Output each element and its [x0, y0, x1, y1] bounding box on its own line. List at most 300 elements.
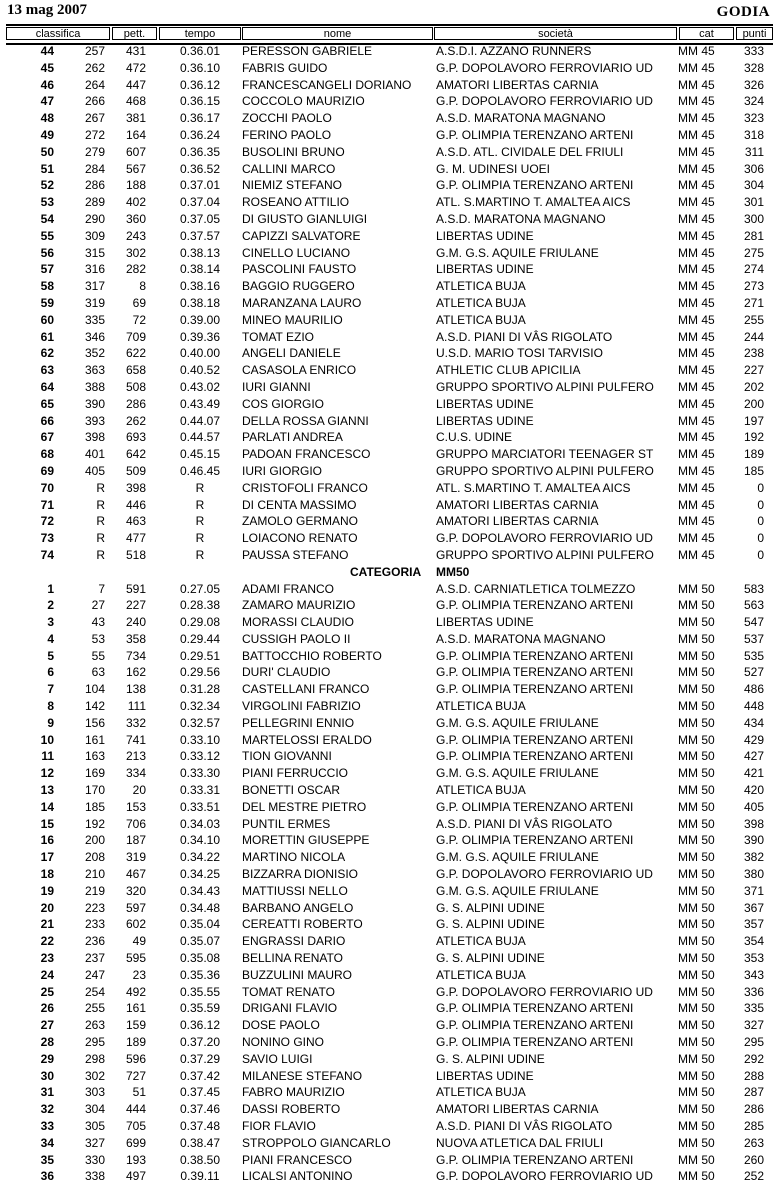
bib-cell: 243: [125, 228, 146, 243]
category-cell: MM 50: [678, 749, 715, 764]
overall-cell: 142: [84, 699, 105, 714]
rank-cell: 6: [47, 665, 54, 680]
time-cell: 0.37.29: [179, 1051, 221, 1066]
club-cell: G.P. OLIMPIA TERENZANO ARTENI: [436, 598, 634, 613]
name-cell: FABRO MAURIZIO: [242, 1085, 345, 1100]
club-cell: G. S. ALPINI UDINE: [436, 951, 545, 966]
table-row: [0, 480, 779, 497]
points-cell: 271: [743, 295, 764, 310]
club-cell: A.S.D. MARATONA MAGNANO: [436, 111, 606, 126]
club-cell: AMATORI LIBERTAS CARNIA: [436, 497, 599, 512]
rank-cell: 33: [40, 1119, 54, 1133]
club-cell: G.P. OLIMPIA TERENZANO ARTENI: [436, 732, 634, 747]
table-row: [0, 194, 779, 211]
time-cell: 0.38.13: [179, 245, 221, 260]
time-cell: 0.33.30: [179, 766, 221, 781]
category-cell: MM 45: [678, 312, 715, 327]
table-row: [0, 883, 779, 900]
category-cell: MM 50: [678, 1001, 715, 1016]
category-cell: MM 45: [678, 127, 715, 142]
club-cell: G.P. OLIMPIA TERENZANO ARTENI: [436, 648, 634, 663]
table-row: [0, 648, 779, 665]
rank-cell: 63: [40, 363, 54, 378]
bib-cell: 188: [125, 178, 146, 193]
name-cell: CASASOLA ENRICO: [242, 363, 357, 378]
col-header-societa: società: [434, 27, 677, 40]
rank-cell: 24: [40, 967, 54, 982]
name-cell: MARTINO NICOLA: [242, 850, 346, 865]
name-cell: MARTELOSSI ERALDO: [242, 732, 372, 747]
club-cell: ATL. S.MARTINO T. AMALTEA AICS: [436, 195, 631, 210]
club-cell: G.P. OLIMPIA TERENZANO ARTENI: [436, 127, 634, 142]
bib-cell: 468: [125, 94, 146, 109]
points-cell: 353: [743, 951, 764, 966]
overall-cell: 272: [84, 127, 105, 142]
overall-cell: 309: [84, 228, 105, 243]
rank-cell: 26: [40, 1001, 54, 1016]
bib-cell: 360: [125, 211, 146, 226]
club-cell: AMATORI LIBERTAS CARNIA: [436, 1102, 599, 1117]
rank-cell: 46: [40, 77, 54, 92]
overall-cell: 393: [84, 413, 105, 428]
overall-cell: 63: [91, 665, 105, 680]
overall-cell: 305: [84, 1119, 105, 1133]
points-cell: 398: [743, 816, 764, 831]
club-cell: ATL. S.MARTINO T. AMALTEA AICS: [436, 480, 631, 495]
table-row: [0, 681, 779, 698]
rank-cell: 36: [40, 1169, 54, 1184]
points-cell: 273: [743, 279, 764, 294]
points-cell: 252: [743, 1169, 764, 1184]
overall-cell: 219: [84, 883, 105, 898]
club-cell: G.P. OLIMPIA TERENZANO ARTENI: [436, 749, 634, 764]
points-cell: 0: [757, 531, 764, 546]
name-cell: ZOCCHI PAOLO: [242, 111, 332, 126]
club-cell: G.P. OLIMPIA TERENZANO ARTENI: [436, 682, 634, 697]
table-row: [0, 93, 779, 110]
club-cell: G.P. DOPOLAVORO FERROVIARIO UD: [436, 94, 653, 109]
points-cell: 335: [743, 1001, 764, 1016]
bib-cell: 153: [125, 799, 146, 814]
club-cell: ATLETICA BUJA: [436, 783, 526, 798]
points-cell: 547: [743, 615, 764, 630]
category-cell: MM 50: [678, 951, 715, 966]
time-cell: 0.37.42: [179, 1068, 221, 1083]
table-row: [0, 530, 779, 547]
bib-cell: 446: [125, 497, 146, 512]
overall-cell: 335: [84, 312, 105, 327]
points-cell: 486: [743, 682, 764, 697]
table-row: [0, 782, 779, 799]
points-cell: 343: [743, 967, 764, 982]
overall-cell: R: [96, 497, 105, 512]
name-cell: DRIGANI FLAVIO: [242, 1001, 338, 1016]
bib-cell: 518: [125, 547, 146, 562]
name-cell: CASTELLANI FRANCO: [242, 682, 370, 697]
category-cell: MM 50: [678, 1051, 715, 1066]
overall-cell: 170: [84, 783, 105, 798]
time-cell: 0.37.20: [179, 1035, 221, 1050]
name-cell: MATTIUSSI NELLO: [242, 883, 348, 898]
points-cell: 535: [743, 648, 764, 663]
bib-cell: 467: [125, 867, 146, 882]
table-row: [0, 547, 779, 564]
name-cell: DI CENTA MASSIMO: [242, 497, 357, 512]
overall-cell: 298: [84, 1051, 105, 1066]
rank-cell: 15: [40, 816, 54, 831]
rank-cell: 50: [40, 144, 54, 159]
club-cell: GRUPPO SPORTIVO ALPINI PULFERO: [436, 547, 654, 562]
time-cell: 0.39.00: [179, 312, 221, 327]
name-cell: DURI' CLAUDIO: [242, 665, 331, 680]
overall-cell: 236: [84, 934, 105, 949]
category-cell: MM 45: [678, 413, 715, 428]
table-row: [0, 816, 779, 833]
table-row: [0, 732, 779, 749]
name-cell: PELLEGRINI ENNIO: [242, 715, 355, 730]
name-cell: PIANI FERRUCCIO: [242, 766, 349, 781]
overall-cell: 208: [84, 850, 105, 865]
time-cell: 0.34.48: [179, 900, 221, 915]
overall-cell: R: [96, 514, 105, 529]
category-cell: MM 45: [678, 111, 715, 126]
points-cell: 0: [757, 514, 764, 529]
name-cell: TOMAT RENATO: [242, 984, 335, 999]
category-cell: MM 50: [678, 1085, 715, 1100]
table-row: [0, 900, 779, 917]
overall-cell: R: [96, 531, 105, 546]
bib-cell: 734: [125, 648, 146, 663]
overall-cell: 346: [84, 329, 105, 344]
points-cell: 185: [743, 463, 764, 478]
time-cell: 0.36.12: [179, 1018, 221, 1033]
club-cell: A.S.D. ATL. CIVIDALE DEL FRIULI: [436, 144, 624, 159]
overall-cell: 169: [84, 766, 105, 781]
club-cell: ATHLETIC CLUB APICILIA: [436, 363, 581, 378]
name-cell: CINELLO LUCIANO: [242, 245, 351, 260]
table-row: [0, 211, 779, 228]
bib-cell: 727: [125, 1068, 146, 1083]
table-row: [0, 161, 779, 178]
time-cell: 0.34.03: [179, 816, 221, 831]
bib-cell: 402: [125, 195, 146, 210]
points-cell: 354: [743, 934, 764, 949]
bib-cell: 69: [132, 295, 146, 310]
club-cell: A.S.D. PIANI DI VÂS RIGOLATO: [436, 816, 613, 831]
points-cell: 197: [743, 413, 764, 428]
bib-cell: 319: [125, 850, 146, 865]
table-row: [0, 631, 779, 648]
category-cell: MM 50: [678, 665, 715, 680]
category-cell: MM 50: [678, 900, 715, 915]
col-header-nome: nome: [242, 27, 433, 40]
name-cell: PASCOLINI FAUSTO: [242, 262, 357, 277]
name-cell: IURI GIORGIO: [242, 463, 323, 478]
rank-cell: 28: [40, 1035, 54, 1050]
col-header-pett: pett.: [112, 27, 157, 40]
overall-cell: 290: [84, 211, 105, 226]
club-cell: G. S. ALPINI UDINE: [436, 900, 545, 915]
category-cell: MM 45: [678, 447, 715, 462]
table-row: [0, 614, 779, 631]
overall-cell: 257: [84, 44, 105, 58]
club-cell: G.M. G.S. AQUILE FRIULANE: [436, 766, 599, 781]
rank-cell: 7: [47, 682, 54, 697]
category-cell: MM 45: [678, 396, 715, 411]
table-row: [0, 765, 779, 782]
rank-cell: 21: [40, 917, 54, 932]
points-cell: 0: [757, 480, 764, 495]
table-row: [0, 581, 779, 598]
points-cell: 287: [743, 1085, 764, 1100]
club-cell: G.P. OLIMPIA TERENZANO ARTENI: [436, 1001, 634, 1016]
points-cell: 327: [743, 1018, 764, 1033]
category-cell: MM 50: [678, 967, 715, 982]
bib-cell: 334: [125, 766, 146, 781]
club-cell: GRUPPO SPORTIVO ALPINI PULFERO: [436, 463, 654, 478]
name-cell: MINEO MAURILIO: [242, 312, 343, 327]
category-cell: MM 50: [678, 850, 715, 865]
category-cell: MM 50: [678, 1068, 715, 1083]
rank-cell: 74: [40, 547, 54, 562]
rank-cell: 20: [40, 900, 54, 915]
category-cell: MM 50: [678, 1035, 715, 1050]
club-cell: G. M. UDINESI UOEI: [436, 161, 551, 176]
rank-cell: 16: [40, 833, 54, 848]
rank-cell: 70: [40, 480, 54, 495]
name-cell: TOMAT EZIO: [242, 329, 315, 344]
table-row: [0, 413, 779, 430]
club-cell: G.M. G.S. AQUILE FRIULANE: [436, 850, 599, 865]
rank-cell: 31: [40, 1085, 54, 1100]
club-cell: LIBERTAS UDINE: [436, 228, 534, 243]
time-cell: 0.35.04: [179, 917, 221, 932]
points-cell: 527: [743, 665, 764, 680]
club-cell: G.P. OLIMPIA TERENZANO ARTENI: [436, 833, 634, 848]
category-cell: MM 45: [678, 514, 715, 529]
club-cell: A.S.D. CARNIATLETICA TOLMEZZO: [436, 581, 636, 596]
time-cell: 0.31.28: [179, 682, 221, 697]
bib-cell: 227: [125, 598, 146, 613]
bib-cell: 302: [125, 245, 146, 260]
table-row: [0, 832, 779, 849]
club-cell: AMATORI LIBERTAS CARNIA: [436, 514, 599, 529]
name-cell: ADAMI FRANCO: [242, 581, 335, 596]
time-cell: 0.36.35: [179, 144, 221, 159]
table-row: [0, 1084, 779, 1101]
bib-cell: 497: [125, 1169, 146, 1184]
bib-cell: 444: [125, 1102, 146, 1117]
table-row: [0, 43, 779, 60]
bib-cell: 642: [125, 447, 146, 462]
time-cell: 0.40.52: [179, 363, 221, 378]
rank-cell: 55: [40, 228, 54, 243]
overall-cell: 388: [84, 379, 105, 394]
bib-cell: 72: [132, 312, 146, 327]
club-cell: LIBERTAS UDINE: [436, 396, 534, 411]
table-row: [0, 664, 779, 681]
points-cell: 304: [743, 178, 764, 193]
table-row: [0, 799, 779, 816]
time-cell: 0.37.05: [179, 211, 221, 226]
time-cell: 0.37.48: [179, 1119, 221, 1133]
overall-cell: 200: [84, 833, 105, 848]
table-row: [0, 60, 779, 77]
overall-cell: 286: [84, 178, 105, 193]
bib-cell: 187: [125, 833, 146, 848]
name-cell: VIRGOLINI FABRIZIO: [242, 699, 361, 714]
table-row: [0, 866, 779, 883]
time-cell: 0.36.52: [179, 161, 221, 176]
club-cell: NUOVA ATLETICA DAL FRIULI: [436, 1135, 604, 1150]
table-row: [0, 429, 779, 446]
table-row: [0, 362, 779, 379]
time-cell: 0.37.45: [179, 1085, 221, 1100]
time-cell: 0.32.57: [179, 715, 221, 730]
category-cell: MM 50: [678, 766, 715, 781]
overall-cell: 390: [84, 396, 105, 411]
time-cell: R: [195, 480, 205, 495]
table-row: [0, 933, 779, 950]
table-row: [0, 1118, 779, 1135]
points-cell: 324: [743, 94, 764, 109]
time-cell: 0.40.00: [179, 346, 221, 361]
rank-cell: 2: [47, 598, 54, 613]
name-cell: MARANZANA LAURO: [242, 295, 362, 310]
bib-cell: 20: [132, 783, 146, 798]
points-cell: 260: [743, 1152, 764, 1167]
points-cell: 583: [743, 581, 764, 596]
table-row: [0, 446, 779, 463]
club-cell: G.P. DOPOLAVORO FERROVIARIO UD: [436, 60, 653, 75]
rank-cell: 32: [40, 1102, 54, 1117]
points-cell: 263: [743, 1135, 764, 1150]
club-cell: G.P. DOPOLAVORO FERROVIARIO UD: [436, 984, 653, 999]
category-cell: MM 45: [678, 379, 715, 394]
rank-cell: 9: [47, 715, 54, 730]
club-cell: C.U.S. UDINE: [436, 430, 513, 445]
time-cell: 0.44.57: [179, 430, 221, 445]
category-cell: MM 45: [678, 161, 715, 176]
points-cell: 537: [743, 631, 764, 646]
bib-cell: 282: [125, 262, 146, 277]
time-cell: 0.29.08: [179, 615, 221, 630]
time-cell: 0.39.11: [180, 1169, 220, 1184]
rank-cell: 47: [40, 94, 54, 109]
table-row: [0, 1101, 779, 1118]
category-cell: MM 50: [678, 581, 715, 596]
points-cell: 285: [743, 1119, 764, 1133]
name-cell: FRANCESCANGELI DORIANO: [242, 77, 412, 92]
rank-cell: 30: [40, 1068, 54, 1083]
category-cell: MM 50: [678, 883, 715, 898]
overall-cell: 161: [84, 732, 105, 747]
points-cell: 421: [743, 766, 764, 781]
rank-cell: 52: [40, 178, 54, 193]
bib-cell: 193: [125, 1152, 146, 1167]
name-cell: CRISTOFOLI FRANCO: [242, 480, 368, 495]
overall-cell: 352: [84, 346, 105, 361]
name-cell: ZAMOLO GERMANO: [242, 514, 359, 529]
points-cell: 429: [743, 732, 764, 747]
bib-cell: 320: [125, 883, 146, 898]
points-cell: 275: [743, 245, 764, 260]
bib-cell: 447: [125, 77, 146, 92]
overall-cell: 279: [84, 144, 105, 159]
overall-cell: 304: [84, 1102, 105, 1117]
points-cell: 323: [743, 111, 764, 126]
name-cell: PERESSON GABRIELE: [242, 44, 373, 58]
points-cell: 301: [743, 195, 764, 210]
rank-cell: 48: [40, 111, 54, 126]
table-row: [0, 1068, 779, 1085]
bib-cell: 658: [125, 363, 146, 378]
rank-cell: 56: [40, 245, 54, 260]
time-cell: 0.39.36: [179, 329, 221, 344]
bib-cell: 597: [125, 900, 146, 915]
club-cell: GRUPPO MARCIATORI TEENAGER ST: [436, 447, 654, 462]
category-cell: MM 45: [678, 94, 715, 109]
time-cell: 0.38.50: [179, 1152, 221, 1167]
bib-cell: 358: [125, 631, 146, 646]
overall-cell: 7: [98, 581, 105, 596]
bib-cell: 693: [125, 430, 146, 445]
overall-cell: 163: [84, 749, 105, 764]
name-cell: PAUSSA STEFANO: [242, 547, 349, 562]
club-cell: G. S. ALPINI UDINE: [436, 1051, 545, 1066]
rank-cell: 65: [40, 396, 54, 411]
name-cell: ZAMARO MAURIZIO: [242, 598, 356, 613]
club-cell: LIBERTAS UDINE: [436, 1068, 534, 1083]
bib-cell: 509: [125, 463, 146, 478]
bib-cell: 161: [125, 1001, 146, 1016]
overall-cell: 398: [84, 430, 105, 445]
rank-cell: 10: [40, 732, 54, 747]
name-cell: BUSOLINI BRUNO: [242, 144, 345, 159]
time-cell: 0.33.51: [179, 799, 221, 814]
club-cell: A.S.D. PIANI DI VÂS RIGOLATO: [436, 329, 613, 344]
bib-cell: 431: [125, 44, 146, 58]
bib-cell: 138: [125, 682, 146, 697]
bib-cell: 23: [132, 967, 146, 982]
points-cell: 336: [743, 984, 764, 999]
rank-cell: 53: [40, 195, 54, 210]
name-cell: NONINO GINO: [242, 1035, 325, 1050]
category-cell: MM 45: [678, 329, 715, 344]
name-cell: NIEMIZ STEFANO: [242, 178, 343, 193]
category-cell: MM 50: [678, 833, 715, 848]
club-cell: LIBERTAS UDINE: [436, 413, 534, 428]
table-row: [0, 497, 779, 514]
overall-cell: 315: [84, 245, 105, 260]
table-row: [0, 463, 779, 480]
time-cell: 0.36.24: [179, 127, 221, 142]
time-cell: 0.36.17: [179, 111, 221, 126]
rank-cell: 44: [40, 44, 54, 58]
rank-cell: 72: [40, 514, 54, 529]
overall-cell: 267: [84, 111, 105, 126]
bib-cell: 591: [125, 581, 146, 596]
name-cell: IURI GIANNI: [242, 379, 311, 394]
table-row: [0, 513, 779, 530]
category-cell: MM 45: [678, 262, 715, 277]
rank-cell: 58: [40, 279, 54, 294]
category-cell: MM 45: [678, 279, 715, 294]
overall-cell: 185: [84, 799, 105, 814]
points-cell: 200: [743, 396, 764, 411]
club-cell: G.P. DOPOLAVORO FERROVIARIO UD: [436, 867, 653, 882]
club-cell: G.P. OLIMPIA TERENZANO ARTENI: [436, 1152, 634, 1167]
